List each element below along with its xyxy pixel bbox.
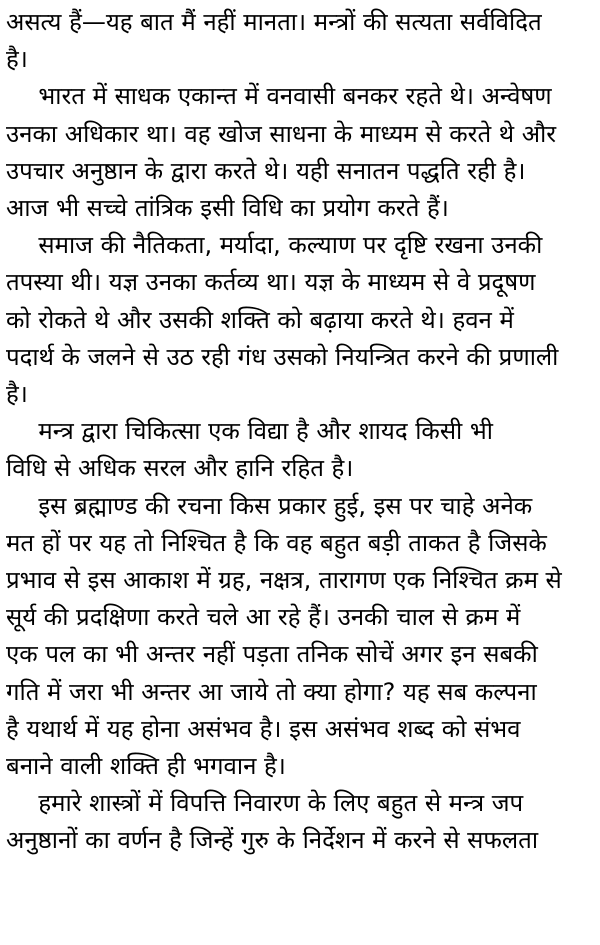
text-line: उनका अधिकार था। वह खोज साधना के माध्यम से करते थे और bbox=[6, 119, 557, 148]
text-line: मत हों पर यह तो निश्चित है कि वह बहुत बड़ी ताकत है जिसके bbox=[6, 528, 547, 557]
text-line: इस ब्रह्माण्ड की रचना किस प्रकार हुई, इस पर चाहे अनेक bbox=[38, 491, 533, 520]
text-line: उपचार अनुष्ठान के द्वारा करते थे। यही सनातन पद्धति रही है। bbox=[6, 156, 526, 185]
text-line: है। bbox=[6, 45, 28, 74]
paragraph-3 bbox=[6, 227, 594, 413]
text-line: एक पल का भी अन्तर नहीं पड़ता तनिक सोचें अगर इन सबकी bbox=[6, 640, 538, 669]
text-line: प्रभाव से इस आकाश में ग्रह, नक्षत्र, तारागण एक निश्चित क्रम से bbox=[6, 566, 562, 595]
text-line: बनाने वाली शक्ति ही भगवान है। bbox=[6, 752, 286, 781]
text-line: सूर्य की प्रदक्षिणा करते चले आ रहे हैं। उनकी चाल से क्रम में bbox=[6, 603, 521, 632]
text-line: भारत में साधक एकान्त में वनवासी बनकर रहते थे। अन्वेषण bbox=[38, 82, 552, 111]
paragraph-4 bbox=[6, 413, 594, 487]
paragraph-6 bbox=[6, 785, 594, 859]
text-line: गति में जरा भी अन्तर आ जाये तो क्या होगा? यह सब कल्पना bbox=[6, 677, 537, 706]
text-line: है यथार्थ में यह होना असंभव है। इस असंभव शब्द को संभव bbox=[6, 714, 521, 743]
text-line: विधि से अधिक सरल और हानि रहित है। bbox=[6, 454, 354, 483]
text-line: असत्य हैं—यह बात मैं नहीं मानता। मन्त्रों की सत्यता सर्वविदित bbox=[6, 8, 542, 36]
text-line: तपस्या थी। यज्ञ उनका कर्तव्य था। यज्ञ के माध्यम से वे प्रदूषण bbox=[6, 268, 536, 297]
text-line: है। bbox=[6, 380, 28, 409]
paragraph-1 bbox=[6, 4, 594, 78]
text-line: अनुष्ठानों का वर्णन है जिन्हें गुरु के निर्देशन में करने से सफलता bbox=[6, 826, 539, 855]
text-line: समाज की नैतिकता, मर्यादा, कल्याण पर दृष्टि रखना उनकी bbox=[38, 231, 543, 260]
paragraph-5 bbox=[6, 488, 594, 786]
text-line: पदार्थ के जलने से उठ रही गंध उसको नियन्त्रित करने की प्रणाली bbox=[6, 342, 559, 371]
text-line: मन्त्र द्वारा चिकित्सा एक विद्या है और शायद किसी भी bbox=[38, 417, 493, 446]
text-line: हमारे शास्त्रों में विपत्ति निवारण के लिए बहुत से मन्त्र जप bbox=[38, 789, 524, 818]
text-line: आज भी सच्चे तांत्रिक इसी विधि का प्रयोग करते हैं। bbox=[6, 194, 449, 223]
text-line: को रोकते थे और उसकी शक्ति को बढ़ाया करते थे। हवन में bbox=[6, 305, 514, 334]
paragraph-2 bbox=[6, 78, 594, 227]
